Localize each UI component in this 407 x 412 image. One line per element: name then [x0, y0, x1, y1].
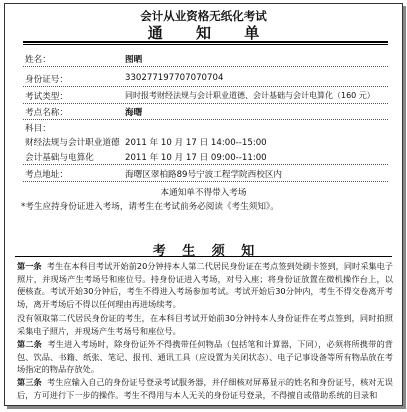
exam-site-name-value: 海曙: [125, 108, 143, 118]
name-value: 图晒: [125, 55, 143, 65]
address-value: 海曙区翠柏路89号宁波工程学院西校区内: [125, 170, 283, 180]
subject1-time: 2011 年 10 月 17 日 14:00--15:00: [125, 138, 267, 148]
id-label: 身份证号：: [25, 75, 68, 85]
subject1-label: 财经法规与会计职业道德: [25, 138, 120, 148]
rule-item: [17, 376, 393, 401]
rule-label: 第三条: [17, 377, 42, 387]
rule-text: 考生在本科目考试开始前20分钟持本人第二代居民身份证在考点签到处刷卡签到，同时采集电子照片，并现场产生考场号和座位号。持身份证进入考场，对号入座；将身份证放置在微机操作台上，以便核查。考试开始30分钟后，考生不得进入考场参加考试。考试开始后30分钟内，考生不得交卷离开考场，离开考场后不得以任何理由再进场续考。: [17, 261, 393, 309]
rule-item: [17, 260, 393, 310]
title-divider-thick: [23, 41, 388, 43]
rules-title: 考 生 须 知: [152, 244, 261, 259]
document-title: 会计从业资格无纸化考试: [140, 9, 267, 23]
title-divider-thin: [23, 44, 388, 45]
rule-label: 第一条: [17, 261, 42, 271]
no-bring-notice: 本通知单不得带入考场: [160, 188, 247, 198]
rule-item: [17, 338, 393, 376]
rule-text: 考生进入考场时，除身份证外不得携带任何物品（包括笔和计算器，下同），必须将所携带的背包、饮品、书籍、纸张、笔记、报刊、通讯工具（应设置为关闭状态）、电子记事设备等所有物品放在考场指定的物品存放处。: [17, 339, 393, 375]
exam-site-name-label: 考点名称：: [25, 108, 68, 118]
divider: [23, 66, 388, 67]
divider: [23, 119, 388, 120]
address-label: 考点地址：: [25, 170, 68, 180]
subject2-time: 2011 年 10 月 17 日 09:00--11:00: [125, 153, 267, 163]
divider: [23, 164, 388, 165]
subject-label: 科目：: [25, 124, 51, 134]
rule-item: [17, 312, 393, 337]
rule-label: 第二条: [17, 339, 42, 349]
exam-type-value: 同时报考财经法规与会计职业道德、会计基础与会计电算化（160 元）: [125, 91, 375, 100]
divider: [23, 181, 388, 182]
exam-notice-page: [4, 3, 403, 406]
rule-text: 没有领取第二代居民身份证的考生，在本科目考试开始前30分钟持本人身份证件在考点签到，同时拍照采集电子照片，并现场产生考场号和座位号。: [17, 313, 393, 336]
document-subtitle: 通 知 单: [147, 24, 274, 42]
name-label: 姓名：: [25, 55, 51, 65]
rules-divider: [15, 256, 392, 257]
subject2-label: 会计基础与电算化: [25, 153, 94, 163]
divider: [23, 103, 388, 104]
divider: [23, 86, 388, 87]
id-card-notice: *考生应持身份证进入考场，请考生在考试前务必阅读《考生须知》。: [21, 202, 279, 212]
exam-type-label: 考试类型：: [25, 92, 68, 102]
id-value: 330277197707070704: [125, 73, 224, 83]
rule-text: 考生应输入自己的身份证号登录考试服务器，并仔细核对屏幕显示的姓名和身份证号，核对无误后，方可进行下一步的操作。考生不得用与本人无关的身份证号登录，不得擅自或借助系统的目录和: [17, 377, 393, 400]
